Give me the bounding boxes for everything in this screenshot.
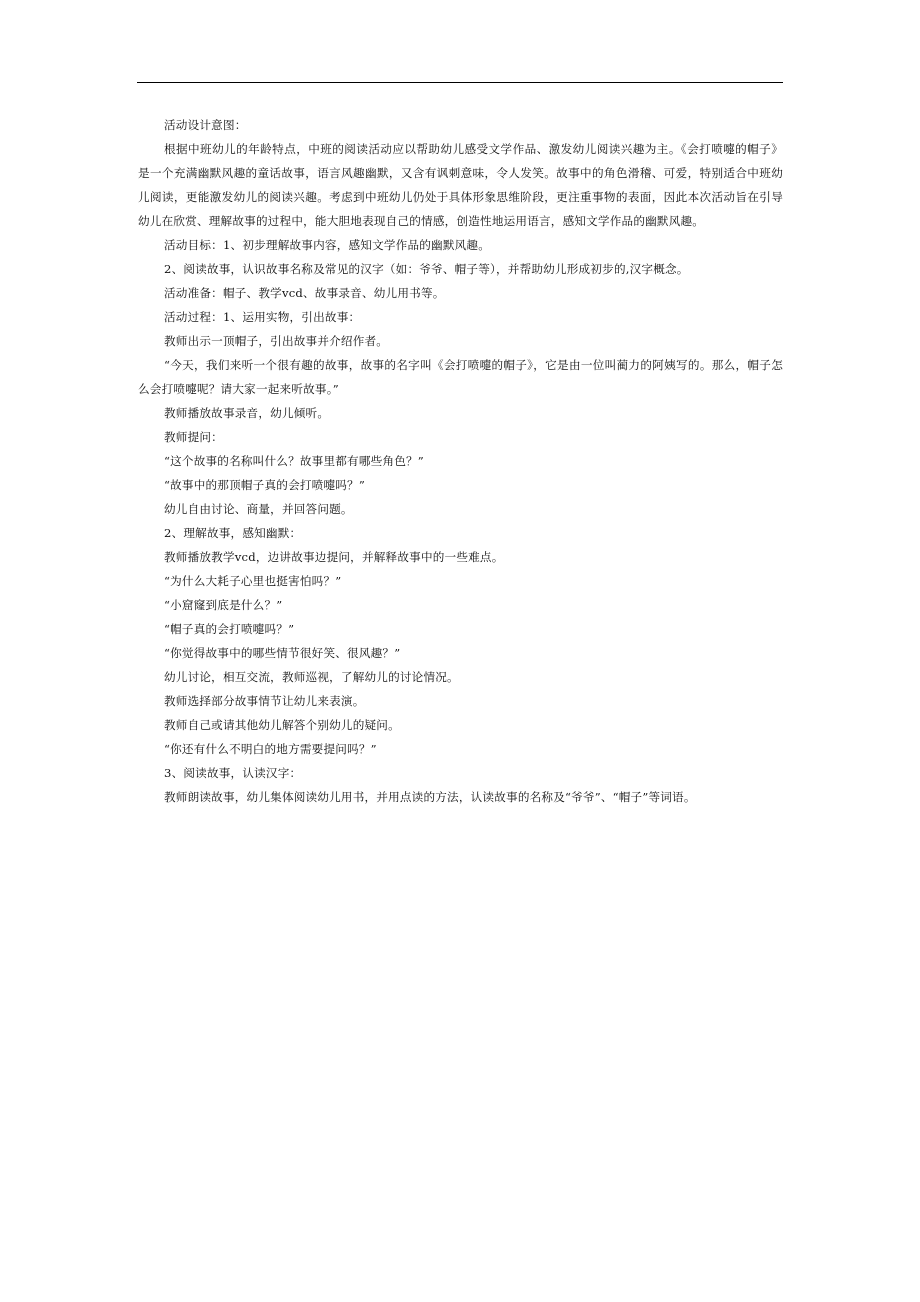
- paragraph-goal-2: 2、阅读故事，认识故事名称及常见的汉字（如：爷爷、帽子等），并帮助幼儿形成初步的,汉字概念。: [164, 262, 689, 276]
- paragraph-process-step-2: 2、理解故事，感知幽默：: [164, 526, 302, 540]
- paragraph-question-2: “故事中的那顶帽子真的会打喷嚏吗？”: [164, 478, 365, 492]
- paragraph-perform: 教师选择部分故事情节让幼儿来表演。: [164, 694, 365, 708]
- paragraph-design-intent: 根据中班幼儿的年龄特点，中班的阅读活动应以帮助幼儿感受文学作品、激发幼儿阅读兴趣为主。《会打喷嚏的帽子》是一个充满幽默风趣的童话故事，语言风趣幽默，又含有讽刺意味，令人发笑。故事中的角色滑稽、可爱，特别适合中班幼儿阅读，更能激发幼儿的阅读兴趣。考虑到中班幼儿仍处于具体形象思维阶段，更注重事物的表面，因此本次活动旨在引导幼儿在欣赏、理解故事的过程中，能大胆地表现自己的情感，创造性地运用语言，感知文学作品的幽默风趣。: [138, 142, 783, 228]
- paragraph-question-4: “小窟窿到底是什么？”: [164, 598, 283, 612]
- paragraph-read-aloud: 教师朗读故事，幼儿集体阅读幼儿用书，并用点读的方法，认读故事的名称及“爷爷”、“帽子”等词语。: [164, 790, 696, 804]
- paragraph-question-1: “这个故事的名称叫什么？故事里都有哪些角色？”: [164, 454, 424, 468]
- paragraph-goal-1: 活动目标：1、初步理解故事内容，感知文学作品的幽默风趣。: [164, 238, 491, 252]
- paragraph-question-7: “你还有什么不明白的地方需要提问吗？”: [164, 742, 377, 756]
- paragraph-process-step-1: 活动过程：1、运用实物，引出故事：: [164, 310, 361, 324]
- paragraph-question-3: “为什么大耗子心里也挺害怕吗？”: [164, 574, 342, 588]
- paragraph-show-hat: 教师出示一顶帽子，引出故事并介绍作者。: [164, 334, 389, 348]
- paragraph-design-intent-heading: 活动设计意图：: [164, 118, 247, 132]
- paragraph-teacher-asks: 教师提问：: [164, 430, 223, 444]
- paragraph-play-vcd: 教师播放教学vcd，边讲故事边提问，并解释故事中的一些难点。: [164, 550, 504, 564]
- paragraph-question-5: “帽子真的会打喷嚏吗？”: [164, 622, 295, 636]
- paragraph-question-6: “你觉得故事中的哪些情节很好笑、很风趣？”: [164, 646, 401, 660]
- paragraph-preparation: 活动准备：帽子、教学vcd、故事录音、幼儿用书等。: [164, 286, 445, 300]
- header-rule: [137, 82, 783, 83]
- paragraph-children-discuss: 幼儿讨论，相互交流，教师巡视，了解幼儿的讨论情况。: [164, 670, 459, 684]
- paragraph-intro-quote: “今天，我们来听一个很有趣的故事，故事的名字叫《会打喷嚏的帽子》，它是由一位叫蔺力的阿姨写的。那么，帽子怎么会打喷嚏呢？请大家一起来听故事。”: [138, 358, 783, 396]
- paragraph-play-recording: 教师播放故事录音，幼儿倾听。: [164, 406, 330, 420]
- paragraph-process-step-3: 3、阅读故事，认读汉字：: [164, 766, 302, 780]
- paragraph-free-discussion: 幼儿自由讨论、商量，并回答问题。: [164, 502, 353, 516]
- paragraph-answer-doubts: 教师自己或请其他幼儿解答个别幼儿的疑问。: [164, 718, 400, 732]
- document-body: [138, 113, 783, 809]
